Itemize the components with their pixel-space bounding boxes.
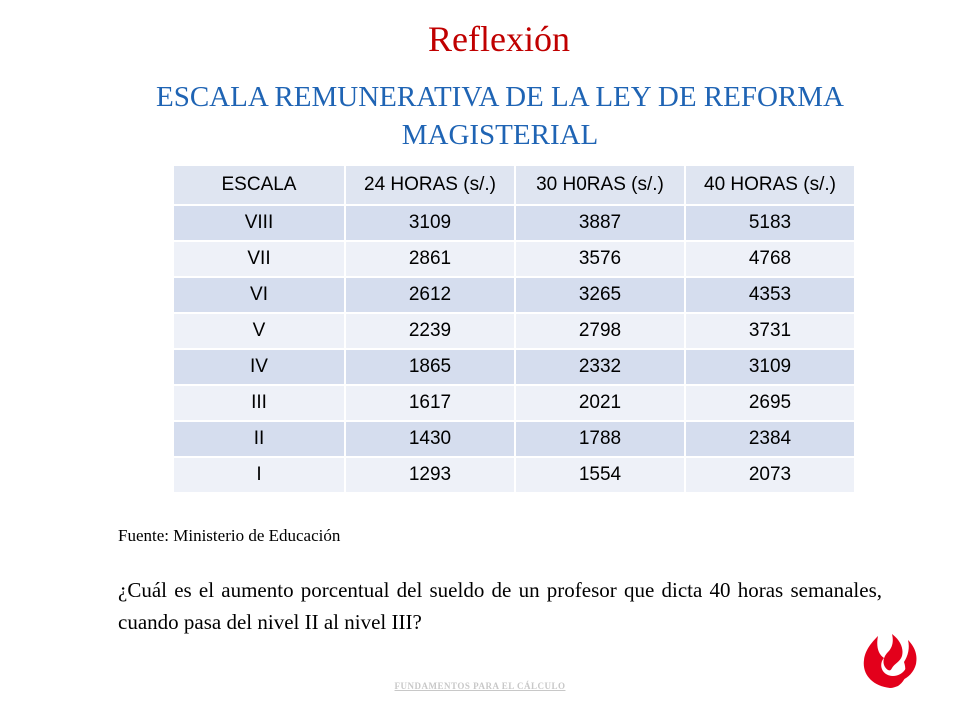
table-cell: 1617 — [345, 385, 515, 421]
table-cell: VII — [173, 241, 345, 277]
table-cell: II — [173, 421, 345, 457]
table-cell: 3109 — [685, 349, 855, 385]
table-row — [173, 421, 855, 457]
table-cell: III — [173, 385, 345, 421]
slide-title: Reflexión — [428, 19, 570, 59]
table-cell: 2612 — [345, 277, 515, 313]
table-cell: 3887 — [515, 205, 685, 241]
table-row — [173, 349, 855, 385]
table-cell: 3576 — [515, 241, 685, 277]
table-cell: 2384 — [685, 421, 855, 457]
table-cell: 4353 — [685, 277, 855, 313]
question-text: ¿Cuál es el aumento porcentual del sueldo de un profesor que dicta 40 horas semanales, cuando pasa del nivel II al nivel III? — [118, 578, 882, 634]
table-header-row — [173, 165, 855, 205]
table-cell: 2021 — [515, 385, 685, 421]
table-cell: 2861 — [345, 241, 515, 277]
salary-table — [172, 164, 856, 494]
table-cell: 5183 — [685, 205, 855, 241]
footer-text: FUNDAMENTOS PARA EL CÁLCULO — [394, 681, 566, 691]
table-cell: IV — [173, 349, 345, 385]
table-cell: 3109 — [345, 205, 515, 241]
table-row — [173, 313, 855, 349]
table-cell: V — [173, 313, 345, 349]
table-row — [173, 457, 855, 493]
table-row — [173, 241, 855, 277]
table-cell: I — [173, 457, 345, 493]
table-cell: 1865 — [345, 349, 515, 385]
table-cell: 4768 — [685, 241, 855, 277]
table-cell: 3731 — [685, 313, 855, 349]
table-cell: 2073 — [685, 457, 855, 493]
table-row — [173, 385, 855, 421]
table-cell: 1788 — [515, 421, 685, 457]
table-cell: 2239 — [345, 313, 515, 349]
table-cell: VI — [173, 277, 345, 313]
table-row — [173, 205, 855, 241]
upc-flame-logo-icon — [858, 626, 922, 692]
column-header: 30 H0RAS (s/.) — [515, 165, 685, 205]
table-cell: 2695 — [685, 385, 855, 421]
source-note: Fuente: Ministerio de Educación — [118, 526, 341, 545]
table-cell: 2798 — [515, 313, 685, 349]
column-header: 24 HORAS (s/.) — [345, 165, 515, 205]
table-cell: VIII — [173, 205, 345, 241]
table-cell: 2332 — [515, 349, 685, 385]
table-cell: 1554 — [515, 457, 685, 493]
table-cell: 3265 — [515, 277, 685, 313]
table-cell: 1293 — [345, 457, 515, 493]
column-header: ESCALA — [173, 165, 345, 205]
table-row — [173, 277, 855, 313]
table-cell: 1430 — [345, 421, 515, 457]
column-header: 40 HORAS (s/.) — [685, 165, 855, 205]
slide-subtitle: ESCALA REMUNERATIVA DE LA LEY DE REFORMA MAGISTERIAL — [156, 81, 844, 151]
